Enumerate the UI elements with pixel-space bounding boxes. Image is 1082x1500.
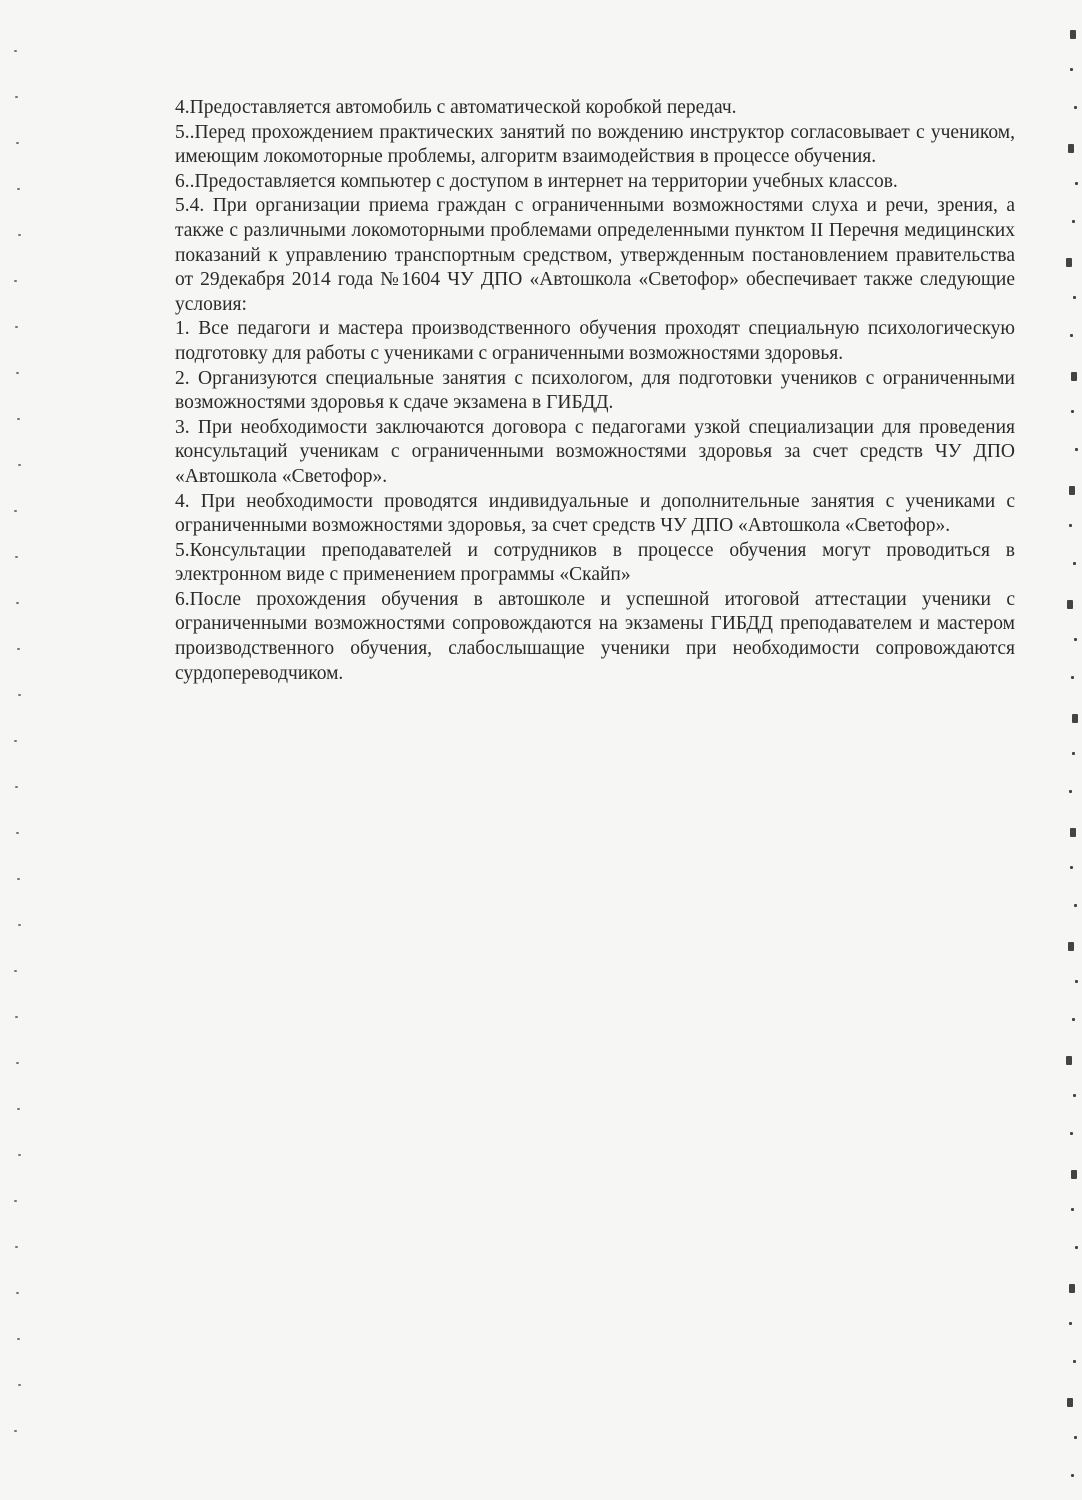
binding-speck (1072, 752, 1075, 755)
paragraph-condition-6: 6.После прохождения обучения в автошколе и успешной итоговой аттестации ученики с ограниченными возможностями сопровождаются на экзамены ГИБДД преподавателем и мастером производственного обучения, слабослышащие ученики при необходимости сопровождаются сурдопереводчиком. (175, 588, 1015, 684)
binding-speck (1074, 1436, 1077, 1439)
paragraph-item-6: 6..Предоставляется компьютер с доступом в интернет на территории учебных классов. (175, 170, 898, 192)
scan-speck (15, 96, 18, 98)
binding-speck (1069, 1322, 1072, 1325)
paragraph-condition-4: 4. При необходимости проводятся индивидуальные и дополнительные занятия с учениками с ограниченными возможностями здоровья, за счет средств ЧУ ДПО «Автошкола «Светофор». (175, 490, 1015, 537)
scan-speck (18, 1154, 21, 1156)
document-body (175, 96, 1015, 686)
scan-speck (17, 878, 20, 880)
paragraph-item-4: 4.Предоставляется автомобиль с автоматической коробкой передач. (175, 97, 737, 118)
scan-speck (17, 418, 20, 420)
binding-speck (1073, 562, 1076, 565)
scan-speck (18, 1384, 21, 1386)
paragraph-condition-1: 1. Все педагоги и мастера производственного обучения проходят специальную психологическую подготовку для работы с учениками с ограниченными возможностями здоровья. (175, 318, 1015, 364)
binding-speck (1071, 410, 1074, 413)
paragraph-condition-5: 5.Консультации преподавателей и сотрудников в процессе обучения могут проводиться в электронном виде с применением программы «Скайп» (175, 539, 1015, 586)
binding-speck (1071, 1474, 1074, 1477)
binding-speck (1073, 296, 1076, 299)
binding-speck (1071, 372, 1077, 381)
binding-speck (1073, 1094, 1076, 1097)
scan-speck (14, 50, 17, 52)
binding-speck (1070, 866, 1073, 869)
binding-speck (1075, 182, 1078, 185)
paragraph-item-5: 5..Перед прохождением практических занятий по вождению инструктор согласовывает с учеником, имеющим локомоторные проблемы, алгоритм взаимодействия в процессе обучения. (175, 121, 1015, 168)
scan-speck (17, 648, 20, 650)
binding-speck (1072, 220, 1075, 223)
binding-speck (1067, 1398, 1073, 1407)
scan-speck (15, 326, 18, 328)
binding-speck (1071, 1170, 1077, 1179)
binding-speck (1066, 1056, 1072, 1065)
binding-speck (1071, 1208, 1074, 1211)
scan-speck (18, 924, 21, 926)
scan-speck (18, 234, 21, 236)
scan-speck (15, 556, 18, 558)
left-edge-scan-marks (14, 0, 34, 1500)
binding-speck (1070, 828, 1076, 837)
scan-speck (18, 464, 21, 466)
paragraph-section-5-4: 5.4. При организации приема граждан с ограниченными возможностями слуха и речи, зрения, а также с различными локомоторными проблемами определенными пунктом II Перечня медицинских показаний к управлению транспортным средством, утвержденным постановлением правительства от 29декабря 2014 года №1604 ЧУ ДПО «Автошкола «Светофор» обеспечивает также следующие условия: (175, 195, 1015, 315)
scan-speck (14, 1430, 17, 1432)
scan-speck (16, 142, 19, 144)
binding-speck (1069, 524, 1072, 527)
scan-speck (16, 372, 19, 374)
binding-speck (1069, 790, 1072, 793)
scan-speck (14, 1200, 17, 1202)
binding-speck (1069, 486, 1075, 495)
binding-speck (1070, 68, 1073, 71)
scan-speck (15, 1016, 18, 1018)
binding-speck (1071, 676, 1074, 679)
binding-speck (1075, 448, 1078, 451)
scan-speck (18, 694, 21, 696)
scan-speck (16, 832, 19, 834)
binding-speck (1068, 942, 1074, 951)
binding-speck (1070, 334, 1073, 337)
scan-speck (17, 1108, 20, 1110)
binding-speck (1072, 1018, 1075, 1021)
scan-speck (14, 280, 17, 282)
binding-speck (1074, 904, 1077, 907)
right-edge-binding-marks (1062, 0, 1082, 1500)
scan-speck (16, 1062, 19, 1064)
scan-speck (16, 602, 19, 604)
scan-speck (16, 1292, 19, 1294)
scan-speck (15, 1246, 18, 1248)
scan-speck (17, 1338, 20, 1340)
scan-speck (14, 510, 17, 512)
binding-speck (1074, 106, 1077, 109)
scan-speck (17, 188, 20, 190)
scan-speck (15, 786, 18, 788)
binding-speck (1067, 600, 1073, 609)
scan-speck (14, 970, 17, 972)
binding-speck (1075, 1246, 1078, 1249)
binding-speck (1066, 258, 1072, 267)
binding-speck (1068, 144, 1074, 153)
binding-speck (1074, 638, 1077, 641)
binding-speck (1075, 980, 1078, 983)
binding-speck (1072, 714, 1078, 723)
binding-speck (1069, 1284, 1075, 1293)
paragraph-condition-3: 3. При необходимости заключаются договора с педагогами узкой специализации для проведения консультаций ученикам с ограниченными возможностями здоровья за счет средств ЧУ ДПО «Автошкола «Светофор». (175, 416, 1015, 487)
scan-speck (14, 740, 17, 742)
binding-speck (1073, 1360, 1076, 1363)
paragraph-condition-2: 2. Организуются специальные занятия с психологом, для подготовки учеников с ограниченными возможностями здоровья к сдаче экзамена в ГИБДД. (175, 367, 1015, 414)
binding-speck (1070, 1132, 1073, 1135)
binding-speck (1070, 30, 1076, 39)
